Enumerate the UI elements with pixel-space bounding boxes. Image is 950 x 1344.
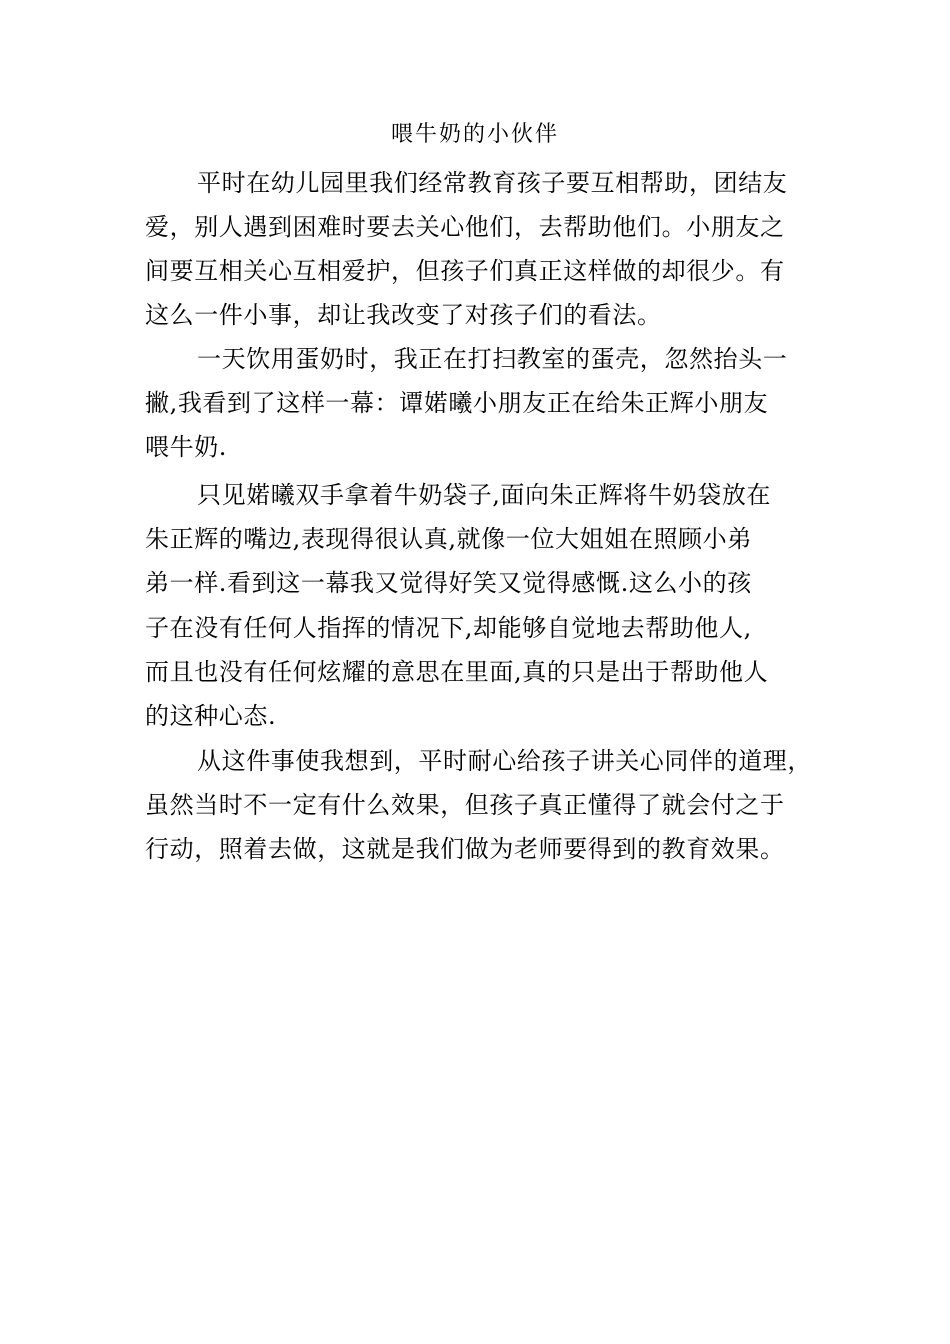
paragraph-4-line-3: 行动，照着去做，这就是我们做为老师要得到的教育效果。 [145,835,785,863]
paragraph-1-line-2: 爱，别人遇到困难时要去关心他们，去帮助他们。小朋友之 [145,213,785,241]
paragraph-3-line-2: 朱正辉的嘴边,表现得很认真,就像一位大姐姐在照顾小弟 [145,525,752,553]
paragraph-1-line-1: 平时在幼儿园里我们经常教育孩子要互相帮助，团结友 [197,169,788,197]
paragraph-1-line-3: 间要互相关心互相爱护，但孩子们真正这样做的却很少。有 [145,257,785,285]
paragraph-3-line-6: 的这种心态. [145,702,277,730]
paragraph-3-line-5: 而且也没有任何炫耀的意思在里面,真的只是出于帮助他人 [145,658,769,686]
document-title: 喂牛奶的小伙伴 [390,122,559,147]
paragraph-2-line-3: 喂牛奶. [145,433,228,461]
paragraph-4-line-1: 从这件事使我想到，平时耐心给孩子讲关心同伴的道理， [197,747,812,775]
paragraph-2-line-1: 一天饮用蛋奶时，我正在打扫教室的蛋壳，忽然抬头一 [197,345,788,373]
paragraph-3-line-3: 弟一样.看到这一幕我又觉得好笑又觉得感慨.这么小的孩 [145,569,752,597]
paragraph-2-line-2: 撇,我看到了这样一幕：谭婼曦小朋友正在给朱正辉小朋友 [145,389,769,417]
paragraph-4-line-2: 虽然当时不一定有什么效果，但孩子真正懂得了就会付之于 [145,791,785,819]
paragraph-3-line-1: 只见婼曦双手拿着牛奶袋子,面向朱正辉将牛奶袋放在 [197,481,772,509]
paragraph-1-line-4: 这么一件小事，却让我改变了对孩子们的看法。 [145,301,662,329]
paragraph-3-line-4: 子在没有任何人指挥的情况下,却能够自觉地去帮助他人, [145,614,752,642]
